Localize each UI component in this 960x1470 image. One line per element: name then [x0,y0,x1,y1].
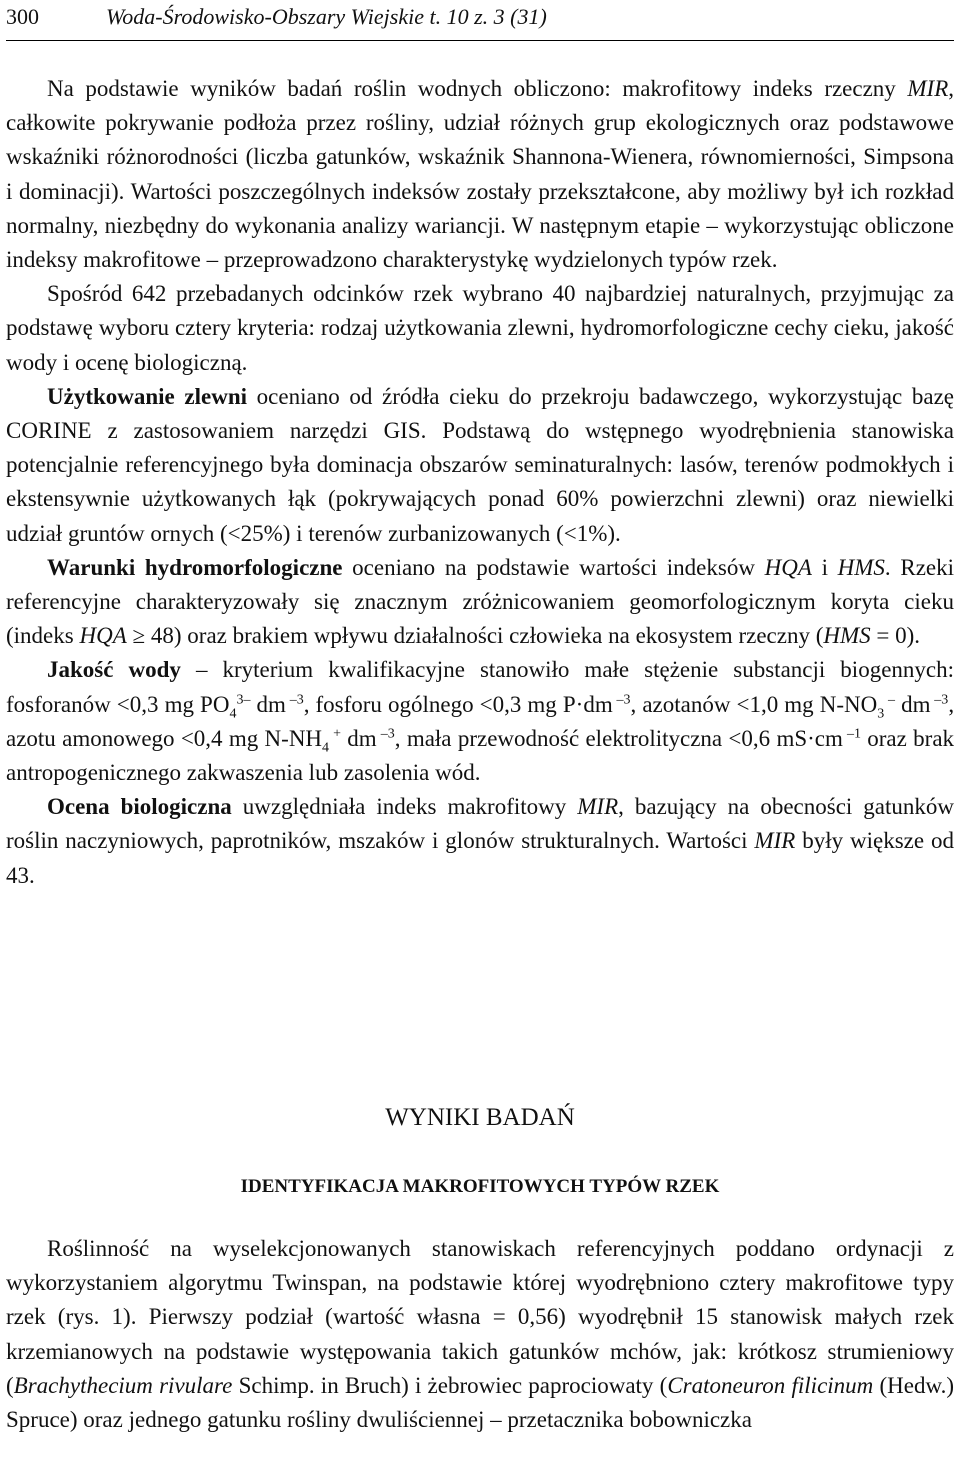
page-number: 300 [6,4,39,29]
running-header [6,4,954,34]
subsection-heading: IDENTYFIKACJA MAKROFITOWYCH TYPÓW RZEK [240,1176,720,1197]
paragraph-biological-assessment: Ocena biologiczna uwzględniała indeks makrofitowy MIR, bazujący na obecności gatunków roślin naczyniowych, paprotników, mszaków i glonów strukturalnych. Wartości MIR były większe od 43. [6,794,954,888]
body-text-results [6,1232,954,1437]
paragraph-methods: Na podstawie wyników badań roślin wodnych obliczono: makrofitowy indeks rzeczny MIR, całkowite pokrywanie podłoża przez rośliny, udział różnych grup ekologicznych oraz podstawowe wskaźniki różnorodności (liczba gatunków, wskaźnik Shannona-Wienera, równomierności, Simpsona i dominacji). Wartości poszczególnych indeksów zostały przekształcone, aby możliwy był ich rozkład normalny, niezbędny do wykonania analizy wariancji. W następnym etapie – wykorzystując obliczone indeksy makrofitowe – przeprowadzono charakterystykę wydzielonych typów rzek. [6,76,954,273]
paragraph-hydromorphology: Warunki hydromorfologiczne oceniano na podstawie wartości indeksów HQA i HMS. Rzeki referencyjne charakteryzowały się znacznym zróżnicowaniem geomorfologicznym koryta cieku (indeks HQA ≥ 48) oraz brakiem wpływu działalności człowieka na ekosystem rzeczny (HMS = 0). [6,554,954,649]
paragraph-land-use: Użytkowanie zlewni oceniano od źródła cieku do przekroju badawczego, wykorzystując bazę CORINE z zastosowaniem narzędzi GIS. Podstawą do wstępnego wyodrębnienia stanowiska potencjalnie referencyjnego była dominacja obszarów seminaturalnych: lasów, terenów podmokłych i ekstensywnie użytkowanych łąk (pokrywających ponad 60% powierzchni zlewni) oraz niewielki udział gruntów ornych (<25%) i terenów zurbanizowanych (<1%). [6,383,954,546]
header-rule [6,40,954,41]
paragraph-selection: Spośród 642 przebadanych odcinków rzek wybrano 40 najbardziej naturalnych, przyjmując za podstawę wyboru cztery kryteria: rodzaj użytkowania zlewni, hydromorfologiczne cechy cieku, jakość wody i ocenę biologiczną. [6,281,954,375]
section-heading: WYNIKI BADAŃ [385,1104,575,1131]
paragraph-water-quality: Jakość wody – kryterium kwalifikacyjne stanowiło małe stężenie substancji biogennych: fosforanów <0,3 mg $PO_4^{3-}$ dm $^{-3}$, fosforu ogólnego <0,3 mg P·dm $^{-3}$, azotanów <1,0 mg $N-NO_3$ – dm $^{-3}$, azotu amonowego <0,4 mg $N-NH_4$ + dm $^{-3}$, mała przewodność elektrolityczna <0,6 mS·cm $^{-1}$ oraz brak antropogenicznego zakwaszenia lub zasolenia wód. [6,657,955,786]
paragraph-results: Roślinność na wyselekcjonowanych stanowiskach referencyjnych poddano ordynacji z wykorzystaniem algorytmu Twinspan, na podstawie której wyodrębniono cztery makrofitowe typy rzek (rys. 1). Pierwszy podział (wartość własna = 0,56) wyodrębnił 15 stanowisk małych rzek krzemianowych na podstawie występowania takich gatunków mchów, jak: krótkosz strumieniowy (Brachythecium rivulare Schimp. in Bruch) i żebrowiec paprociowaty (Cratoneuron filicinum (Hedw.) Spruce) oraz jednego gatunku rośliny dwuliściennej – przetacznika bobowniczka [6,1236,954,1433]
journal-title: Woda-Środowisko-Obszary Wiejskie t. 10 z. 3 (31) [106,4,547,29]
body-text [6,72,954,893]
